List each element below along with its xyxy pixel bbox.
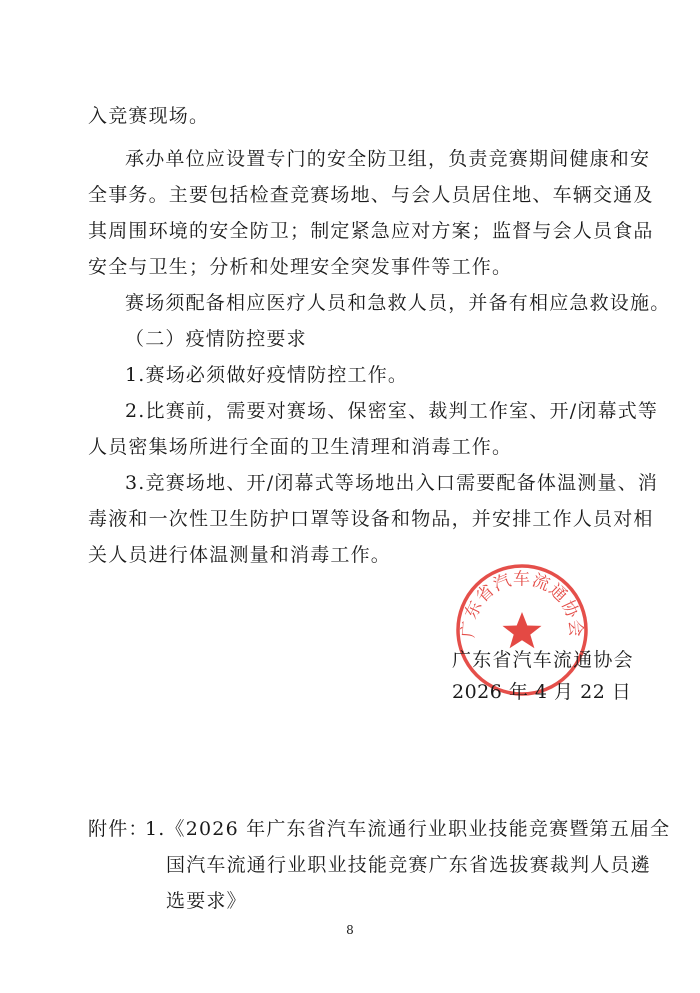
seal-text: 广东省汽车流通协会: [458, 569, 586, 639]
body-line-5: 安全与卫生；分析和处理安全突发事件等工作。: [88, 256, 513, 278]
signature-org: 广东省汽车流通协会: [452, 649, 634, 671]
attachment-line-2: 国汽车流通行业职业技能竞赛广东省选拔赛裁判人员遴: [166, 854, 651, 876]
body-line-10: 人员密集场所进行全面的卫生清理和消毒工作。: [88, 436, 513, 458]
body-line-12: 毒液和一次性卫生防护口罩等设备和物品，并安排工作人员对相: [88, 508, 654, 530]
signature-date: 2026 年 4 月 22 日: [452, 681, 632, 703]
section-heading: （二）疫情防控要求: [125, 328, 307, 350]
body-line-13: 关人员进行体温测量和消毒工作。: [88, 544, 392, 566]
body-line-6: 赛场须配备相应医疗人员和急救人员，并备有相应急救设施。: [125, 292, 671, 314]
body-line-1: 入竞赛现场。: [88, 105, 210, 127]
body-line-9: 2.比赛前，需要对赛场、保密室、裁判工作室、开/闭幕式等: [125, 400, 659, 422]
star-icon: [503, 612, 542, 648]
body-line-11: 3.竞赛场地、开/闭幕式等场地出入口需要配备体温测量、消: [125, 472, 659, 494]
body-line-4: 其周围环境的安全防卫；制定紧急应对方案；监督与会人员食品: [88, 220, 654, 242]
body-line-3: 全事务。主要包括检查竞赛场地、与会人员居住地、车辆交通及: [88, 184, 654, 206]
official-seal: [452, 560, 592, 700]
body-line-2: 承办单位应设置专门的安全防卫组，负责竞赛期间健康和安: [125, 148, 651, 170]
attachment-line-1: 1.《2026 年广东省汽车流通行业职业技能竞赛暨第五届全: [145, 818, 671, 840]
attachment-line-3: 选要求》: [166, 890, 247, 912]
attachment-label: 附件：: [88, 818, 149, 840]
page-number: 8: [346, 923, 354, 937]
body-line-8: 1.赛场必须做好疫情防控工作。: [125, 364, 409, 386]
